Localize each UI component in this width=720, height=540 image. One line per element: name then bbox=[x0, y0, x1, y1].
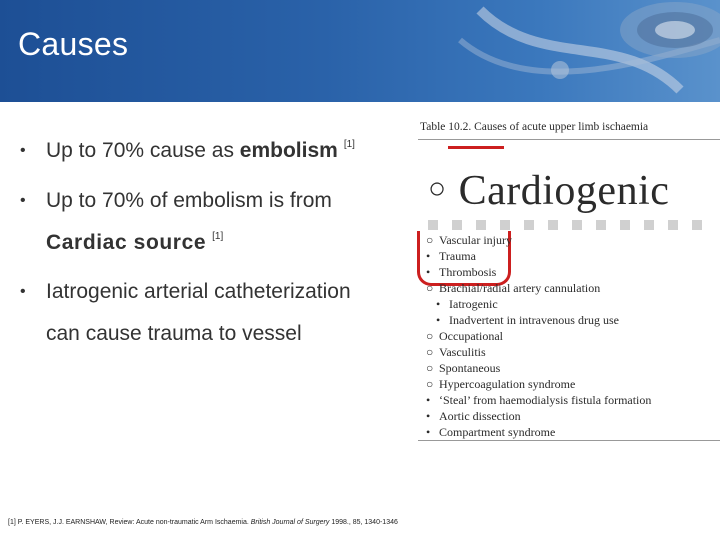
list-item: ○ Brachial/radial artery cannulation bbox=[426, 281, 601, 295]
list-item: ○ Spontaneous bbox=[426, 361, 501, 375]
list-item: • Iatrogenic bbox=[436, 297, 498, 311]
red-highlight-mark bbox=[448, 146, 504, 149]
list-item: • ‘Steal’ from haemodialysis fistula formation bbox=[426, 393, 652, 407]
bullet-embolism: • Up to 70% cause as embolism [1] bbox=[20, 139, 355, 162]
page-title: Causes bbox=[18, 26, 129, 62]
title-banner bbox=[0, 0, 720, 102]
list-item: • Trauma bbox=[426, 249, 476, 263]
table-bottom-rule bbox=[418, 440, 720, 441]
bullet-iatrogenic: • Iatrogenic arterial catheterization can cause trauma to vessel bbox=[20, 280, 351, 345]
causes-list bbox=[426, 232, 651, 440]
bullet-cardiac-source: • Up to 70% of embolism is from Cardiac source [1] bbox=[20, 189, 332, 254]
list-item: • Aortic dissection bbox=[426, 409, 521, 423]
bullet-dot: • bbox=[20, 283, 26, 300]
footnote-reference: [1] P. EYERS, J.J. EARNSHAW, Review: Acute non-traumatic Arm Ischaemia. British Journal of Surgery 1998., 85, 1340-1346 bbox=[8, 519, 398, 526]
table-rule bbox=[418, 139, 720, 140]
cardiogenic-zoom-text: ○ Cardiogenic bbox=[428, 168, 670, 214]
bullet-dot: • bbox=[20, 192, 26, 209]
faded-row bbox=[428, 220, 713, 230]
causes-table-image bbox=[418, 115, 720, 443]
list-item: ○ Hypercoagulation syndrome bbox=[426, 377, 576, 391]
list-item: • Compartment syndrome bbox=[426, 425, 556, 439]
list-item: • Inadvertent in intravenous drug use bbox=[436, 313, 619, 327]
list-item: ○ Vascular injury bbox=[426, 233, 512, 247]
list-item: ○ Occupational bbox=[426, 329, 503, 343]
bullet-dot: • bbox=[20, 142, 26, 159]
list-item: • Thrombosis bbox=[426, 265, 497, 279]
list-item: ○ Vasculitis bbox=[426, 345, 486, 359]
stethoscope-icon bbox=[420, 0, 720, 102]
table-caption: Table 10.2. Causes of acute upper limb ischaemia bbox=[420, 121, 649, 133]
